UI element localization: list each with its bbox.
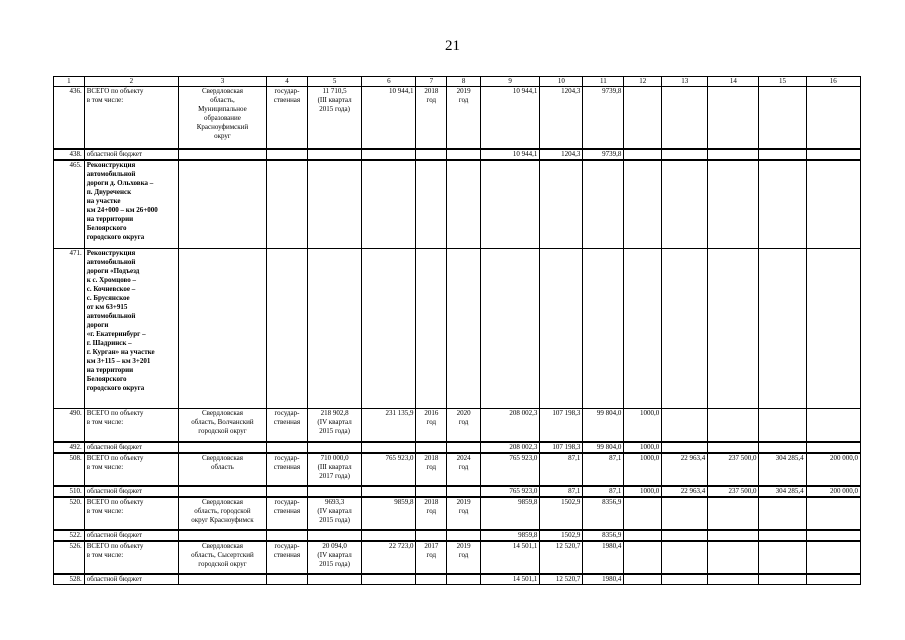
table-cell	[447, 486, 481, 497]
table-cell: 2019 год	[447, 497, 481, 530]
table-row	[54, 149, 861, 160]
table-cell	[416, 486, 447, 497]
table-cell: 8356,9	[583, 530, 624, 541]
column-number: 12	[624, 77, 662, 87]
table-cell	[362, 530, 416, 541]
table-cell: 1000,0	[624, 486, 662, 497]
table-cell: 208 002,3	[480, 409, 539, 442]
table-cell	[806, 530, 860, 541]
table-cell	[759, 87, 806, 149]
table-cell: 9859,8	[362, 497, 416, 530]
table-cell: 99 804,0	[583, 442, 624, 453]
table-cell	[178, 249, 266, 409]
table-cell	[362, 574, 416, 585]
table-cell	[624, 530, 662, 541]
table-cell: 465.	[54, 160, 85, 249]
table-cell: 304 285,4	[759, 453, 806, 486]
table-cell: 438.	[54, 149, 85, 160]
table-row	[54, 87, 861, 149]
table-cell: 492.	[54, 442, 85, 453]
table-cell: 508.	[54, 453, 85, 486]
table-cell	[307, 160, 361, 249]
table-cell	[662, 497, 708, 530]
table-cell: 2020 год	[447, 409, 481, 442]
table-cell	[266, 530, 307, 541]
table-cell: областной бюджет	[84, 574, 178, 585]
table-cell	[806, 541, 860, 574]
table-cell	[307, 149, 361, 160]
table-cell	[624, 149, 662, 160]
table-cell: 9739,8	[583, 87, 624, 149]
table-cell: 8356,9	[583, 497, 624, 530]
column-number: 4	[266, 77, 307, 87]
table-cell: 304 285,4	[759, 486, 806, 497]
table-cell	[759, 442, 806, 453]
table-row	[54, 541, 861, 574]
table-cell	[759, 541, 806, 574]
table-cell: 107 198,3	[540, 409, 583, 442]
table-cell: 2016 год	[416, 409, 447, 442]
column-number: 2	[84, 77, 178, 87]
table-cell: 2018 год	[416, 87, 447, 149]
table-cell	[362, 442, 416, 453]
table-cell	[416, 160, 447, 249]
column-number: 6	[362, 77, 416, 87]
column-number: 1	[54, 77, 85, 87]
table-cell	[624, 574, 662, 585]
table-cell: 2018 год	[416, 453, 447, 486]
table-row	[54, 442, 861, 453]
table-cell: 2019 год	[447, 87, 481, 149]
table-cell: 1000,0	[624, 453, 662, 486]
column-number: 8	[447, 77, 481, 87]
table-cell	[662, 541, 708, 574]
table-cell: 528.	[54, 574, 85, 585]
table-cell	[624, 87, 662, 149]
table-cell	[759, 160, 806, 249]
table-cell	[362, 486, 416, 497]
table-cell	[178, 486, 266, 497]
table-cell: 1980,4	[583, 541, 624, 574]
table-cell: 1000,0	[624, 409, 662, 442]
table-row	[54, 574, 861, 585]
table-row	[54, 249, 861, 409]
table-cell	[708, 530, 759, 541]
table-cell: 765 923,0	[480, 486, 539, 497]
table-cell: 471.	[54, 249, 85, 409]
table-cell	[624, 541, 662, 574]
table-cell: ВСЕГО по объекту в том числе:	[84, 409, 178, 442]
table-cell: 14 501,1	[480, 541, 539, 574]
table-cell	[662, 530, 708, 541]
table-cell: областной бюджет	[84, 149, 178, 160]
table-cell: 2019 год	[447, 541, 481, 574]
table-cell: 12 520,7	[540, 541, 583, 574]
table-cell: областной бюджет	[84, 486, 178, 497]
table-cell	[806, 249, 860, 409]
table-cell	[307, 574, 361, 585]
table-cell	[708, 541, 759, 574]
table-cell	[662, 249, 708, 409]
table-cell	[708, 409, 759, 442]
table-cell	[759, 530, 806, 541]
table-cell	[307, 249, 361, 409]
table-cell	[266, 149, 307, 160]
table-cell	[806, 497, 860, 530]
column-number-row	[54, 77, 861, 87]
table-cell: 1204,3	[540, 87, 583, 149]
table-cell: государ- ственная	[266, 409, 307, 442]
table-cell	[806, 149, 860, 160]
column-number: 3	[178, 77, 266, 87]
table-row	[54, 486, 861, 497]
table-cell: 22 723,0	[362, 541, 416, 574]
table-cell: 200 000,0	[806, 453, 860, 486]
table-cell	[662, 87, 708, 149]
table-cell	[266, 574, 307, 585]
table-cell	[178, 160, 266, 249]
column-number: 14	[708, 77, 759, 87]
table-cell: 22 963,4	[662, 453, 708, 486]
table-cell	[178, 530, 266, 541]
table-row	[54, 453, 861, 486]
table-cell: государ- ственная	[266, 453, 307, 486]
table-cell: государ- ственная	[266, 87, 307, 149]
table-row	[54, 530, 861, 541]
table-cell	[806, 160, 860, 249]
table-cell	[178, 442, 266, 453]
table-cell: 765 923,0	[362, 453, 416, 486]
table-cell: государ- ственная	[266, 541, 307, 574]
table-cell	[583, 160, 624, 249]
table-cell: 237 500,0	[708, 486, 759, 497]
table-cell	[307, 486, 361, 497]
table-cell	[362, 160, 416, 249]
table-cell: ВСЕГО по объекту в том числе:	[84, 497, 178, 530]
table-cell: 2024 год	[447, 453, 481, 486]
table-cell: 436.	[54, 87, 85, 149]
table-cell: областной бюджет	[84, 530, 178, 541]
table-row	[54, 160, 861, 249]
column-number: 9	[480, 77, 539, 87]
table-cell: 200 000,0	[806, 486, 860, 497]
table-cell	[662, 574, 708, 585]
table-cell: Реконструкция автомобильной дороги «Подъезд к с. Хромцово – с. Кочневское – с. Брусянское от км 63+915 автомобильной дороги «г. Екатеринбург – г. Шадринск – г. Курган» на участке км 3+115 – км 3+201 на территории Белоярского городского округа	[84, 249, 178, 409]
table-cell	[624, 249, 662, 409]
table-cell	[708, 149, 759, 160]
table-cell	[480, 160, 539, 249]
table-cell	[416, 442, 447, 453]
table-cell: 237 500,0	[708, 453, 759, 486]
table-cell: 765 923,0	[480, 453, 539, 486]
table-cell	[806, 87, 860, 149]
table-cell	[266, 442, 307, 453]
table-cell	[624, 497, 662, 530]
budget-table	[53, 76, 861, 585]
column-number: 5	[307, 77, 361, 87]
table-cell	[447, 160, 481, 249]
table-cell	[662, 409, 708, 442]
column-number: 16	[806, 77, 860, 87]
table-cell: 10 944,1	[362, 87, 416, 149]
table-cell: 710 000,0 (III квартал 2017 года)	[307, 453, 361, 486]
table-cell: 208 002,3	[480, 442, 539, 453]
table-cell	[759, 497, 806, 530]
table-cell	[416, 149, 447, 160]
table-cell: 520.	[54, 497, 85, 530]
table-cell: Свердловская область, Волчанский городской округ	[178, 409, 266, 442]
table-cell	[759, 149, 806, 160]
table-cell: 87,1	[540, 486, 583, 497]
table-cell	[708, 160, 759, 249]
table-cell: 9859,8	[480, 530, 539, 541]
table-cell	[708, 574, 759, 585]
table-cell: 2017 год	[416, 541, 447, 574]
table-cell	[806, 442, 860, 453]
table-cell	[759, 409, 806, 442]
table-cell: Свердловская область	[178, 453, 266, 486]
table-cell	[540, 249, 583, 409]
table-cell: государ- ственная	[266, 497, 307, 530]
table-cell: 20 094,0 (IV квартал 2015 года)	[307, 541, 361, 574]
table-cell	[416, 574, 447, 585]
table-cell	[447, 149, 481, 160]
table-cell	[266, 249, 307, 409]
table-cell: Свердловская область, Муниципальное образование Красноуфимский округ	[178, 87, 266, 149]
table-cell: 1502,9	[540, 530, 583, 541]
table-cell: областной бюджет	[84, 442, 178, 453]
table-cell	[266, 486, 307, 497]
column-number: 15	[759, 77, 806, 87]
table-cell: 218 902,8 (IV квартал 2015 года)	[307, 409, 361, 442]
table-cell	[447, 574, 481, 585]
table-cell	[759, 574, 806, 585]
table-cell	[662, 149, 708, 160]
table-cell: 10 944,1	[480, 149, 539, 160]
table-cell	[362, 149, 416, 160]
table-cell	[624, 160, 662, 249]
table-cell: 87,1	[583, 486, 624, 497]
table-cell	[447, 442, 481, 453]
table-cell: 9693,3 (IV квартал 2015 года)	[307, 497, 361, 530]
column-number: 13	[662, 77, 708, 87]
table-cell: 231 135,9	[362, 409, 416, 442]
table-cell: Реконструкция автомобильной дороги д. Ольховка – п. Двуреченск на участке км 24+000 – км 26+000 на территории Белоярского городского округа	[84, 160, 178, 249]
table-cell: ВСЕГО по объекту в том числе:	[84, 541, 178, 574]
table-cell	[662, 160, 708, 249]
table-cell: 12 520,7	[540, 574, 583, 585]
table-cell	[540, 160, 583, 249]
table-cell	[759, 249, 806, 409]
table-cell	[708, 249, 759, 409]
table-cell: ВСЕГО по объекту в том числе:	[84, 453, 178, 486]
table-row	[54, 497, 861, 530]
table-cell	[806, 409, 860, 442]
table-cell	[708, 87, 759, 149]
table-cell: Свердловская область, городской округ Красноуфимск	[178, 497, 266, 530]
table-cell: 1000,0	[624, 442, 662, 453]
table-cell: 1980,4	[583, 574, 624, 585]
table-cell	[480, 249, 539, 409]
table-cell: 510.	[54, 486, 85, 497]
table-cell: 490.	[54, 409, 85, 442]
table-cell: 87,1	[540, 453, 583, 486]
table-cell	[583, 249, 624, 409]
table-cell: 2018 год	[416, 497, 447, 530]
table-cell: Свердловская область, Сысертский городской округ	[178, 541, 266, 574]
table-cell: ВСЕГО по объекту в том числе:	[84, 87, 178, 149]
table-cell	[806, 574, 860, 585]
table-cell: 526.	[54, 541, 85, 574]
table-cell	[307, 442, 361, 453]
column-number: 10	[540, 77, 583, 87]
table-cell	[708, 442, 759, 453]
table-cell	[178, 574, 266, 585]
table-cell: 99 804,0	[583, 409, 624, 442]
table-cell: 9739,8	[583, 149, 624, 160]
table-cell	[662, 442, 708, 453]
table-cell: 87,1	[583, 453, 624, 486]
table-cell	[708, 497, 759, 530]
page-number: 21	[445, 38, 460, 54]
table-cell	[416, 249, 447, 409]
table-cell: 1502,9	[540, 497, 583, 530]
table-row	[54, 409, 861, 442]
table-cell: 9859,8	[480, 497, 539, 530]
table-cell: 522.	[54, 530, 85, 541]
table-cell	[307, 530, 361, 541]
column-number: 11	[583, 77, 624, 87]
column-number: 7	[416, 77, 447, 87]
table-cell	[178, 149, 266, 160]
table-cell: 14 501,1	[480, 574, 539, 585]
table-cell: 10 944,1	[480, 87, 539, 149]
table-cell	[447, 530, 481, 541]
table-cell: 107 198,3	[540, 442, 583, 453]
table-cell	[266, 160, 307, 249]
table-cell	[447, 249, 481, 409]
table-cell: 11 710,5 (III квартал 2015 года)	[307, 87, 361, 149]
table-cell: 1204,3	[540, 149, 583, 160]
table-cell	[416, 530, 447, 541]
table-cell	[362, 249, 416, 409]
table-cell: 22 963,4	[662, 486, 708, 497]
